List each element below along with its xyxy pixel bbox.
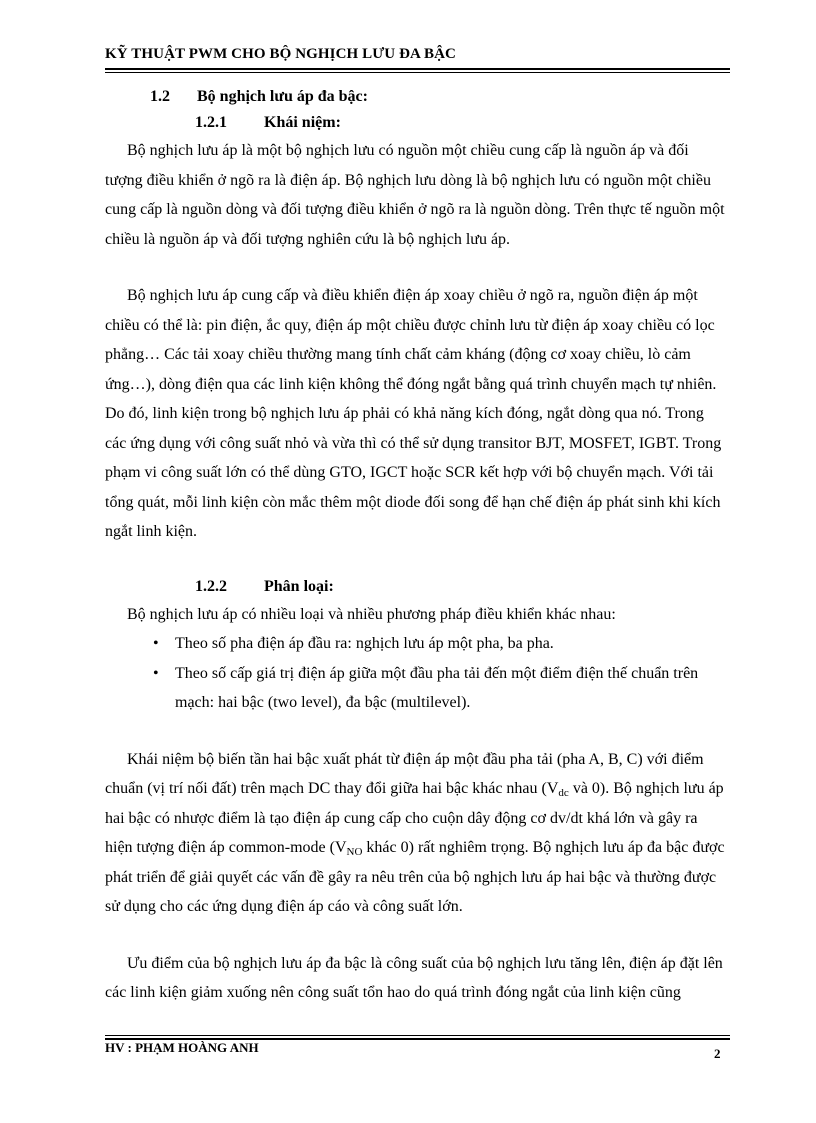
page-number: 2	[714, 1046, 721, 1061]
subsection-number-2: 1.2.2	[195, 577, 227, 595]
subsection-number-1: 1.2.1	[195, 114, 227, 131]
subsection-heading-2	[105, 574, 725, 600]
section-number: 1.2	[150, 88, 170, 105]
list-item: • Theo số cấp giá trị điện áp giữa một đầu pha tải đến một điểm điện thế chuẩn trên mạch: hai bậc (two level), đa bậc (multilevel).	[105, 659, 725, 718]
page-header-title: KỸ THUẬT PWM CHO BỘ NGHỊCH LƯU ĐA BẬC	[105, 46, 456, 62]
bullet-icon: •	[153, 635, 159, 652]
footer-author: HV : PHẠM HOÀNG ANH	[105, 1040, 259, 1055]
paragraph-1: Bộ nghịch lưu áp là một bộ nghịch lưu có nguồn một chiều cung cấp là nguồn áp và đối tượng điều khiển ở ngõ ra là điện áp. Bộ nghịch lưu dòng là bộ nghịch lưu có nguồn một chiều cung cấp là nguồn dòng và đối tượng điều khiển ở ngõ ra là nguồn dòng. Trên thực tế nguồn một chiều là nguồn áp và đối tượng nghiên cứu là bộ nghịch lưu áp.	[105, 142, 725, 248]
section-heading	[105, 84, 725, 110]
paragraph-5: Ưu điểm của bộ nghịch lưu áp đa bậc là công suất của bộ nghịch lưu tăng lên, điện áp đặt lên các linh kiện giảm xuống nên công suất tổn hao do quá trình đóng ngắt của linh kiện cũng	[105, 954, 723, 1001]
bullet-list	[105, 629, 725, 718]
subsection-heading-1	[105, 110, 725, 136]
subsection-title-1: Khái niệm:	[264, 114, 341, 131]
header-rule-thick	[105, 68, 730, 70]
subsection-title-2: Phân loại:	[264, 577, 334, 595]
header-rule-thin	[105, 72, 730, 73]
paragraph-3: Bộ nghịch lưu áp có nhiều loại và nhiều phương pháp điều khiển khác nhau:	[127, 605, 616, 623]
footer-rule-thin	[105, 1035, 730, 1036]
list-item: • Theo số pha điện áp đầu ra: nghịch lưu áp một pha, ba pha.	[105, 629, 725, 659]
page-content	[105, 84, 725, 1008]
paragraph-4: Khái niệm bộ biến tần hai bậc xuất phát từ điện áp một đầu pha tải (pha A, B, C) với điểm chuẩn (vị trí nối đất) trên mạch DC thay đổi giữa hai bậc khác nhau ($V_{dc}$ và 0). Bộ nghịch lưu áp hai bậc có nhược điểm là tạo điện áp cung cấp cho cuộn dây động cơ dv/dt khá lớn và gây ra hiện tượng điện áp common-mode ($V_{NO}$ khác 0) rất nghiêm trọng. Bộ nghịch lưu áp đa bậc được phát triển để giải quyết các vấn đề gây ra nêu trên của bộ nghịch lưu áp hai bậc và thường được sử dụng cho các ứng dụng điện áp cáo và công suất lớn.	[105, 750, 725, 915]
section-title: Bộ nghịch lưu áp đa bậc:	[197, 88, 368, 105]
paragraph-2: Bộ nghịch lưu áp cung cấp và điều khiển điện áp xoay chiều ở ngõ ra, nguồn điện áp một chiều có thể là: pin điện, ắc quy, điện áp một chiều được chỉnh lưu từ điện áp xoay chiều có lọc phẳng… Các tải xoay chiều thường mang tính chất cảm kháng (động cơ xoay chiều, lò cảm ứng…), dòng điện qua các linh kiện không thể đóng ngắt bằng quá trình chuyển mạch tự nhiên. Do đó, linh kiện trong bộ nghịch lưu áp phải có khả năng kích đóng, ngắt dòng qua nó. Trong các ứng dụng với công suất nhỏ và vừa thì có thể sử dụng transitor BJT, MOSFET, IGBT. Trong phạm vi công suất lớn có thể dùng GTO, IGCT hoặc SCR kết hợp với bộ chuyển mạch. Với tải tổng quát, mỗi linh kiện còn mắc thêm một diode đối song để hạn chế điện áp phát sinh khi kích ngắt linh kiện.	[105, 287, 722, 540]
bullet-icon: •	[153, 664, 159, 682]
